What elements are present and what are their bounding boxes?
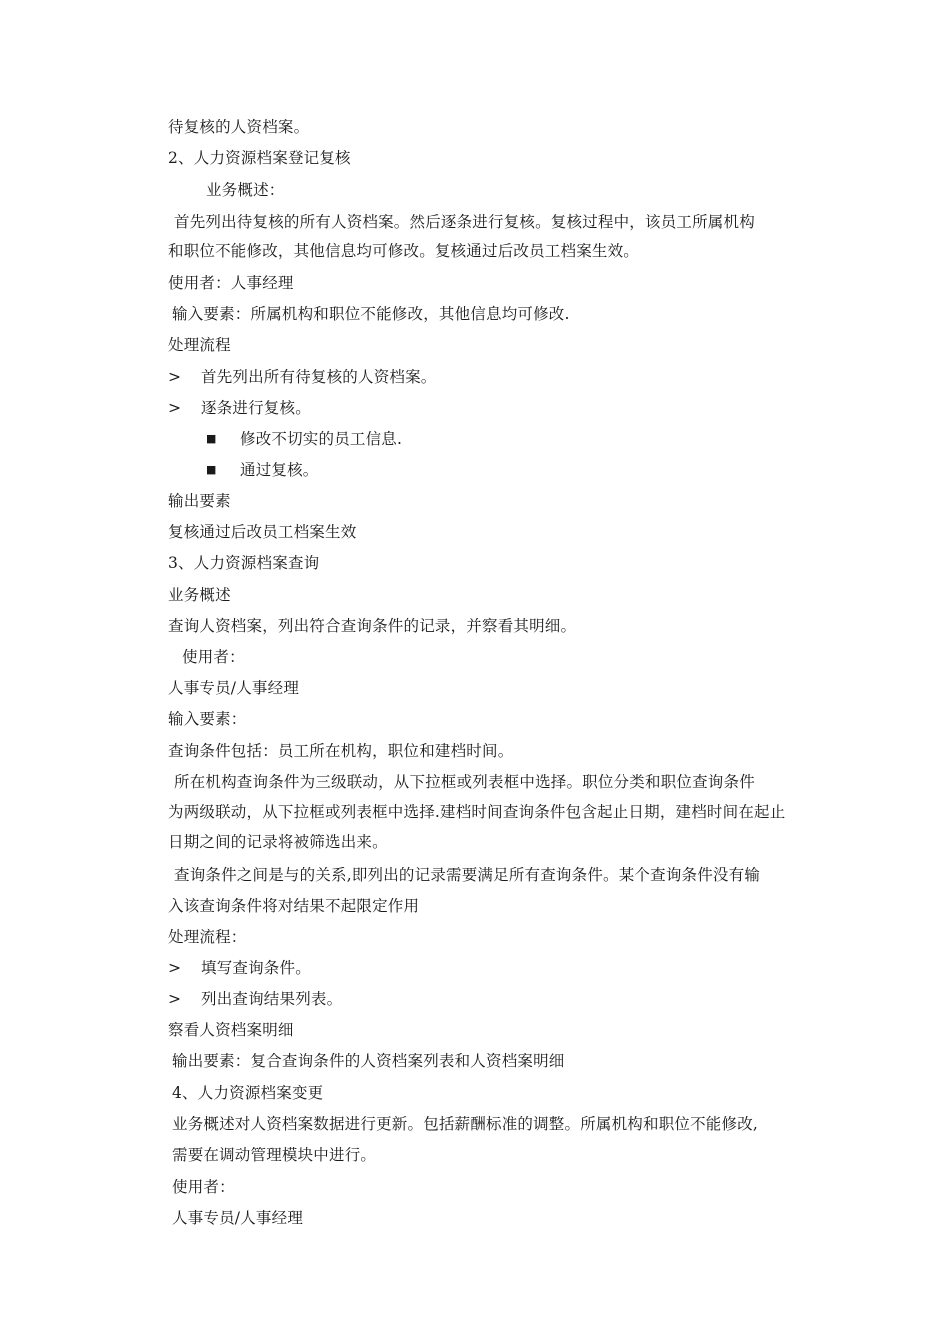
text-line: 输入要素：所属机构和职位不能修改，其他信息均可修改. (172, 305, 570, 323)
text-line: 所在机构查询条件为三级联动，从下拉框或列表框中选择。职位分类和职位查询条件 (174, 773, 755, 791)
text-line: 输出要素：复合查询条件的人资档案列表和人资档案明细 (172, 1052, 565, 1070)
section-heading-2: 2、人力资源档案登记复核 (168, 149, 351, 167)
list-item-text: 列出查询结果列表。 (201, 990, 343, 1008)
text-line: 人事专员/人事经理 (168, 679, 300, 697)
sub-list-item-text: 通过复核。 (240, 461, 319, 479)
text-line: 输入要素： (168, 710, 247, 728)
text-line: 日期之间的记录将被筛选出来。 (168, 833, 388, 851)
square-bullet-icon: ■ (206, 432, 217, 445)
list-item (168, 397, 311, 419)
text-line: 察看人资档案明细 (168, 1021, 294, 1039)
text-line: 复核通过后改员工档案生效 (168, 523, 357, 541)
sub-list-item-text: 修改不切实的员工信息. (240, 430, 403, 448)
arrow-bullet-icon: > (168, 399, 182, 417)
text-line: 查询条件之间是与的关系,即列出的记录需要满足所有查询条件。某个查询条件没有输 (174, 866, 761, 884)
text-line: 为两级联动，从下拉框或列表框中选择.建档时间查询条件包含起止日期，建档时间在起止 (168, 803, 786, 821)
sub-list-item (0, 459, 950, 481)
text-line: 查询条件包括：员工所在机构，职位和建档时间。 (168, 742, 514, 760)
arrow-bullet-icon: > (168, 990, 182, 1008)
text-line: 业务概述 (168, 586, 231, 604)
square-bullet-icon: ■ (206, 463, 217, 476)
sub-list-item (0, 428, 950, 450)
text-line: 使用者： (182, 648, 245, 666)
list-item-text: 逐条进行复核。 (201, 399, 311, 417)
text-line: 首先列出待复核的所有人资档案。然后逐条进行复核。复核过程中，该员工所属机构 (174, 213, 755, 231)
text-line: 使用者： (172, 1178, 235, 1196)
text-line: 处理流程 (168, 336, 231, 354)
list-item (168, 988, 342, 1010)
text-line: 待复核的人资档案。 (168, 118, 310, 136)
list-item-text: 首先列出所有待复核的人资档案。 (201, 368, 437, 386)
text-line: 查询人资档案，列出符合查询条件的记录，并察看其明细。 (168, 617, 577, 635)
text-line: 业务概述对人资档案数据进行更新。包括薪酬标准的调整。所属机构和职位不能修改, (172, 1115, 759, 1133)
text-line: 使用者：人事经理 (168, 274, 294, 292)
text-line: 需要在调动管理模块中进行。 (172, 1146, 377, 1164)
text-line: 和职位不能修改，其他信息均可修改。复核通过后改员工档案生效。 (168, 242, 640, 260)
list-item (168, 366, 437, 388)
arrow-bullet-icon: > (168, 959, 182, 977)
arrow-bullet-icon: > (168, 368, 182, 386)
text-line: 入该查询条件将对结果不起限定作用 (168, 897, 420, 915)
section-heading-4: 4、人力资源档案变更 (172, 1084, 324, 1102)
section-heading-3: 3、人力资源档案查询 (168, 554, 320, 572)
text-line: 处理流程： (168, 928, 247, 946)
text-line: 业务概述： (206, 181, 285, 199)
list-item-text: 填写查询条件。 (201, 959, 311, 977)
text-line: 人事专员/人事经理 (172, 1209, 304, 1227)
text-line: 输出要素 (168, 492, 231, 510)
list-item (168, 957, 311, 979)
